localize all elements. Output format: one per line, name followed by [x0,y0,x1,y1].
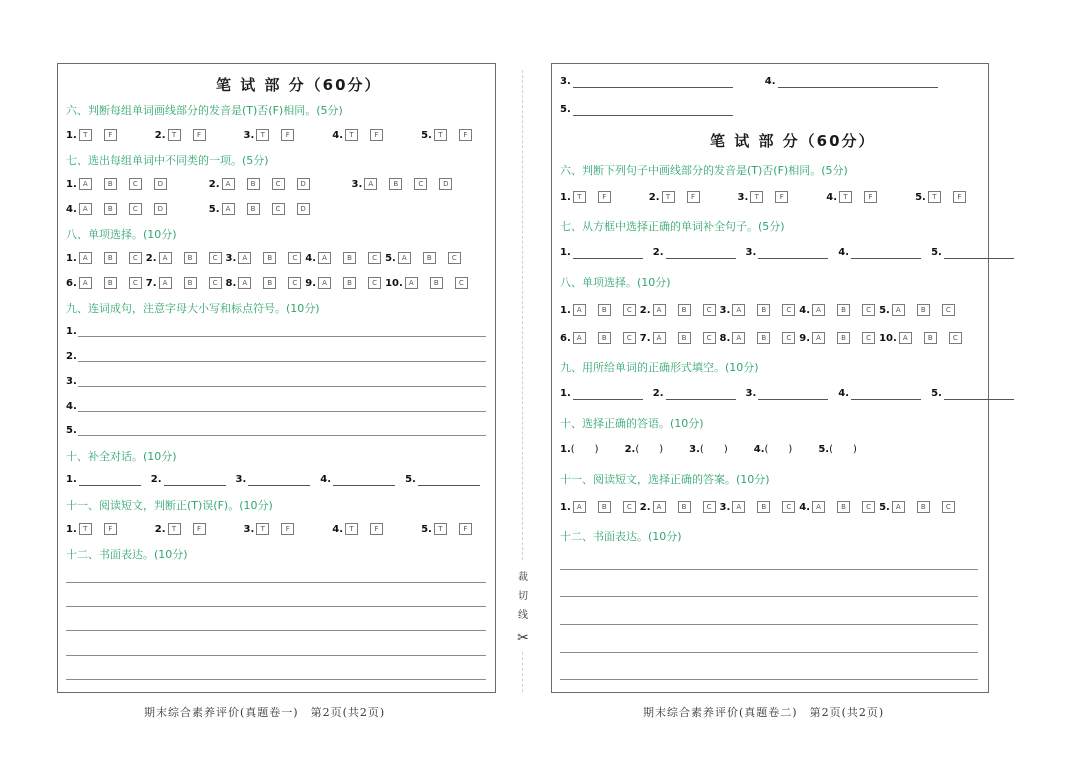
answer-sheet-left [57,63,496,693]
answer-box[interactable]: T [662,191,675,203]
answer-box[interactable]: C [129,252,142,264]
answer-box[interactable]: C [288,277,301,289]
abc-row-s11: 1. A B C 2. A B C 3. A B C 4. A B C 5. A B C [560,501,965,514]
answer-box[interactable]: T [79,129,92,141]
answer-box[interactable]: A [812,304,825,316]
answer-box[interactable]: C [272,178,285,190]
answer-box[interactable]: A [892,501,905,513]
answer-blank[interactable] [573,105,733,116]
answer-box[interactable]: B [917,304,930,316]
answer-box[interactable]: F [193,523,206,535]
answer-box[interactable]: B [757,501,770,513]
section-10-heading: 十、选择正确的答语。(10分) [560,417,704,430]
answer-box[interactable]: A [318,277,331,289]
answer-box[interactable]: B [678,304,691,316]
writing-line[interactable] [78,411,486,412]
carry-over-row-2: 5. [560,104,733,116]
answer-box[interactable]: B [247,178,260,190]
answer-box[interactable]: C [448,252,461,264]
answer-box[interactable]: A [899,332,912,344]
answer-blank[interactable] [164,475,226,486]
carry-over-row-1: 3. 4. [560,76,938,88]
answer-box[interactable]: F [370,523,383,535]
answer-box[interactable]: B [104,252,117,264]
writing-line[interactable] [560,624,978,625]
answer-box[interactable]: A [653,501,666,513]
answer-box[interactable]: C [862,332,875,344]
abcd-row-s7-a: 1. A B C D 2. A B C D 3. A B C D [66,178,462,191]
answer-box[interactable]: B [184,252,197,264]
answer-box[interactable]: C [703,501,716,513]
answer-box[interactable]: C [209,252,222,264]
answer-blank[interactable] [666,389,736,400]
answer-box[interactable]: B [104,203,117,215]
answer-box[interactable]: D [439,178,452,190]
line-number: 2. [66,351,77,362]
answer-blank[interactable] [944,248,1014,259]
answer-box[interactable]: A [222,178,235,190]
answer-box[interactable]: T [345,523,358,535]
answer-box[interactable]: A [892,304,905,316]
writing-line[interactable] [66,655,486,656]
cut-line-char: 裁 [518,572,528,583]
answer-paren[interactable]: ( ) [829,444,857,455]
answer-box[interactable]: C [129,203,142,215]
line-number: 5. [66,425,77,436]
answer-box[interactable]: A [573,304,586,316]
answer-box[interactable]: B [263,277,276,289]
answer-box[interactable]: C [129,178,142,190]
answer-blank[interactable] [851,389,921,400]
answer-box[interactable]: B [757,304,770,316]
answer-box[interactable]: T [256,129,269,141]
writing-line[interactable] [66,630,486,631]
answer-box[interactable]: F [459,129,472,141]
answer-box[interactable]: A [238,277,251,289]
writing-line[interactable] [66,606,486,607]
tf-row-s6: 1. T F 2. T F 3. T F 4. T F 5. T F [560,191,976,204]
answer-box[interactable]: T [256,523,269,535]
abc-row-s8-b: 6. A B C 7. A B C 8. A B C 9. A B C 10. A B C [560,332,972,345]
answer-box[interactable]: D [297,203,310,215]
answer-blank[interactable] [778,77,938,88]
answer-blank[interactable] [333,475,395,486]
writing-line[interactable] [560,652,978,653]
answer-box[interactable]: C [414,178,427,190]
answer-paren[interactable]: ( ) [570,444,599,455]
section-9-heading: 九、连词成句，注意字母大小写和标点符号。(10分) [66,302,320,315]
answer-box[interactable]: C [942,304,955,316]
scissors-icon: ✂ [517,630,529,646]
answer-box[interactable]: B [343,252,356,264]
answer-box[interactable]: B [423,252,436,264]
answer-box[interactable]: F [281,129,294,141]
answer-box[interactable]: F [953,191,966,203]
writing-line[interactable] [560,596,978,597]
line-number: 3. [66,376,77,387]
answer-box[interactable]: T [573,191,586,203]
answer-blank[interactable] [573,248,643,259]
line-number: 1. [66,326,77,337]
page-footer-right: 期末综合素养评价(真题卷二) 第2页(共2页) [643,706,885,719]
writing-line[interactable] [66,679,486,680]
answer-box[interactable]: D [297,178,310,190]
answer-blank[interactable] [79,475,141,486]
answer-box[interactable]: C [368,252,381,264]
answer-blank[interactable] [418,475,480,486]
paren-row-s10: 1.( ) 2.( ) 3.( ) 4.( ) 5.( ) [560,444,857,455]
answer-box[interactable]: T [434,129,447,141]
section-11-heading: 十一、阅读短文，判断正(T)误(F)。(10分) [66,499,273,512]
answer-box[interactable]: C [623,501,636,513]
answer-box[interactable]: C [288,252,301,264]
answer-box[interactable]: A [398,252,411,264]
answer-box[interactable]: T [168,523,181,535]
answer-box[interactable]: A [653,304,666,316]
answer-box[interactable]: B [757,332,770,344]
answer-box[interactable]: C [703,332,716,344]
answer-box[interactable]: A [405,277,418,289]
answer-box[interactable]: A [573,332,586,344]
section-11-heading: 十一、阅读短文，选择正确的答案。(10分) [560,473,770,486]
answer-paren[interactable]: ( ) [764,444,793,455]
answer-box[interactable]: A [364,178,377,190]
answer-box[interactable]: A [732,332,745,344]
answer-box[interactable]: C [272,203,285,215]
answer-box[interactable]: A [653,332,666,344]
answer-blank[interactable] [851,248,921,259]
abc-row-s8-a: 1. A B C 2. A B C 3. A B C 4. A B C 5. A B C [66,252,471,265]
answer-box[interactable]: T [750,191,763,203]
blank-row-s10: 1. 2. 3. 4. 5. [66,474,480,486]
section-10-heading: 十、补全对话。(10分) [66,450,177,463]
writing-line[interactable] [78,386,486,387]
answer-box[interactable]: T [168,129,181,141]
answer-box[interactable]: A [812,501,825,513]
answer-box[interactable]: A [222,203,235,215]
answer-box[interactable]: C [862,501,875,513]
answer-box[interactable]: F [104,129,117,141]
blank-row-s9: 1. 2. 3. 4. 5. [560,388,1014,400]
answer-box[interactable]: B [343,277,356,289]
answer-box[interactable]: C [623,332,636,344]
answer-blank[interactable] [758,389,828,400]
answer-box[interactable]: T [79,523,92,535]
answer-box[interactable]: B [917,501,930,513]
answer-box[interactable]: D [154,178,167,190]
answer-box[interactable]: B [598,304,611,316]
answer-box[interactable]: B [430,277,443,289]
answer-box[interactable]: B [184,277,197,289]
answer-box[interactable]: A [812,332,825,344]
section-9-heading: 九、用所给单词的正确形式填空。(10分) [560,361,759,374]
page-title: 笔 试 部 分（60分） [710,132,876,150]
answer-box[interactable]: F [864,191,877,203]
answer-box[interactable]: C [782,332,795,344]
blank-row-s7: 1. 2. 3. 4. 5. [560,247,1014,259]
writing-line[interactable] [78,361,486,362]
page-title: 笔 试 部 分（60分） [216,76,382,94]
answer-sheet-right [551,63,989,693]
answer-box[interactable]: T [928,191,941,203]
answer-box[interactable]: B [837,501,850,513]
answer-box[interactable]: C [129,277,142,289]
writing-line[interactable] [560,679,978,680]
answer-box[interactable]: T [345,129,358,141]
answer-box[interactable]: F [459,523,472,535]
writing-line[interactable] [78,435,486,436]
answer-box[interactable]: F [281,523,294,535]
answer-box[interactable]: C [623,304,636,316]
answer-box[interactable]: B [837,304,850,316]
answer-box[interactable]: F [775,191,788,203]
answer-box[interactable]: F [687,191,700,203]
section-8-heading: 八、单项选择。(10分) [66,228,177,241]
answer-box[interactable]: B [678,332,691,344]
answer-box[interactable]: A [79,277,92,289]
answer-box[interactable]: B [263,252,276,264]
answer-box[interactable]: B [598,501,611,513]
answer-box[interactable]: C [862,304,875,316]
answer-paren[interactable]: ( ) [635,444,664,455]
writing-line[interactable] [78,336,486,337]
answer-box[interactable]: C [782,501,795,513]
answer-box[interactable]: B [598,332,611,344]
section-6-heading: 六、判断下列句子中画线部分的发音是(T)否(F)相同。(5分) [560,164,848,177]
answer-box[interactable]: A [159,277,172,289]
answer-box[interactable]: A [318,252,331,264]
answer-box[interactable]: B [247,203,260,215]
tf-row-s6: 1. T F 2. T F 3. T F 4. T F 5. T F [66,129,482,142]
answer-box[interactable]: T [434,523,447,535]
page-footer-left: 期末综合素养评价(真题卷一) 第2页(共2页) [144,706,386,719]
answer-box[interactable]: A [732,501,745,513]
answer-box[interactable]: C [209,277,222,289]
answer-box[interactable]: T [839,191,852,203]
answer-box[interactable]: C [455,277,468,289]
answer-box[interactable]: A [79,203,92,215]
answer-box[interactable]: D [154,203,167,215]
section-12-heading: 十二、书面表达。(10分) [66,548,188,561]
answer-blank[interactable] [944,389,1014,400]
answer-box[interactable]: B [678,501,691,513]
cut-line-char: 线 [518,610,528,621]
answer-box[interactable]: A [732,304,745,316]
answer-box[interactable]: C [782,304,795,316]
answer-box[interactable]: B [389,178,402,190]
answer-box[interactable]: C [703,304,716,316]
answer-box[interactable]: F [193,129,206,141]
answer-blank[interactable] [666,248,736,259]
tf-row-s11: 1. T F 2. T F 3. T F 4. T F 5. T F [66,523,482,536]
writing-line[interactable] [66,582,486,583]
answer-box[interactable]: A [79,178,92,190]
cut-line-char: 切 [518,591,528,602]
answer-box[interactable]: F [370,129,383,141]
abc-row-s8-b: 6. A B C 7. A B C 8. A B C 9. A B C 10. A B C [66,277,478,290]
section-6-heading: 六、判断每组单词画线部分的发音是(T)否(F)相同。(5分) [66,104,343,117]
answer-box[interactable]: A [238,252,251,264]
cut-line-dashes [522,70,523,560]
answer-blank[interactable] [573,389,643,400]
answer-paren[interactable]: ( ) [699,444,728,455]
section-8-heading: 八、单项选择。(10分) [560,276,671,289]
answer-box[interactable]: A [573,501,586,513]
writing-line[interactable] [560,569,978,570]
answer-box[interactable]: A [79,252,92,264]
answer-box[interactable]: B [837,332,850,344]
section-12-heading: 十二、书面表达。(10分) [560,530,682,543]
answer-box[interactable]: B [924,332,937,344]
answer-blank[interactable] [248,475,310,486]
section-7-heading: 七、从方框中选择正确的单词补全句子。(5分) [560,220,785,233]
answer-box[interactable]: C [942,501,955,513]
answer-box[interactable]: F [104,523,117,535]
answer-blank[interactable] [573,77,733,88]
line-number: 4. [66,401,77,412]
answer-box[interactable]: B [104,178,117,190]
abc-row-s8-a: 1. A B C 2. A B C 3. A B C 4. A B C 5. A B C [560,304,965,317]
cut-line-dashes [522,652,523,692]
answer-blank[interactable] [758,248,828,259]
answer-box[interactable]: A [159,252,172,264]
answer-box[interactable]: F [598,191,611,203]
abcd-row-s7-b: 4. A B C D 5. A B C D [66,203,320,216]
answer-box[interactable]: C [949,332,962,344]
answer-box[interactable]: B [104,277,117,289]
section-7-heading: 七、选出每组单词中不同类的一项。(5分) [66,154,269,167]
answer-box[interactable]: C [368,277,381,289]
